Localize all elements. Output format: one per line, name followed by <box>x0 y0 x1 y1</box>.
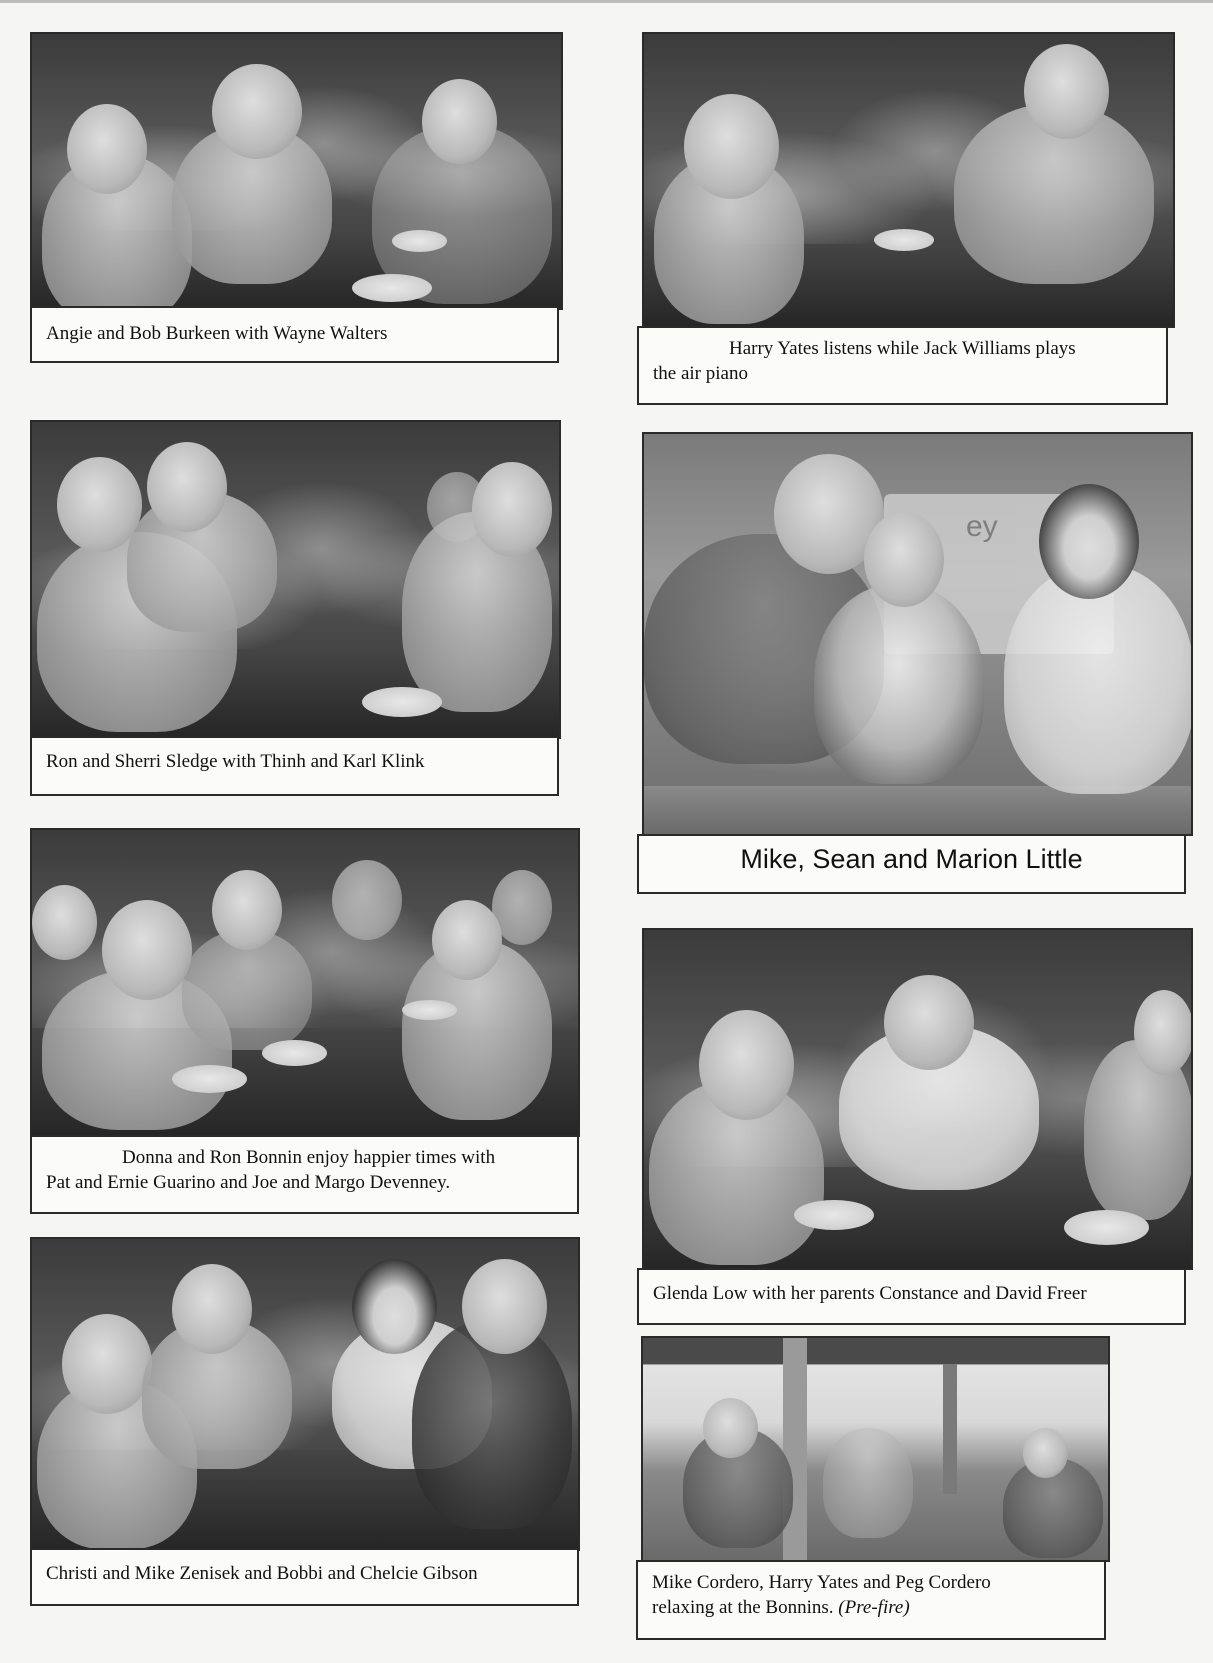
caption-text-line-2-italic: (Pre-fire) <box>838 1597 910 1618</box>
photo-figure-head <box>172 1264 252 1354</box>
page-top-edge <box>0 0 1213 3</box>
caption-photo-5 <box>30 1135 579 1214</box>
photo-figure-head <box>1134 990 1193 1075</box>
caption-text-line-1: Harry Yates listens while Jack Williams plays <box>729 338 1076 359</box>
photo-figure-head <box>884 975 974 1070</box>
photo-figure-head <box>699 1010 794 1120</box>
photo-figure-head <box>703 1398 758 1458</box>
caption-photo-3 <box>30 736 559 796</box>
photo-yates-williams <box>642 32 1175 328</box>
caption-photo-7 <box>30 1548 579 1606</box>
caption-text-line-2: relaxing at the Bonnins. <box>652 1597 839 1618</box>
caption-text: Mike, Sean and Marion Little <box>740 844 1083 874</box>
photo-figure-head <box>212 64 302 159</box>
caption-photo-4 <box>637 834 1186 894</box>
photo-figure-head <box>864 512 944 607</box>
photo-figure <box>1004 564 1193 794</box>
caption-text-line-1: Donna and Ron Bonnin enjoy happier times with <box>122 1147 496 1168</box>
photo-porch-roof <box>643 1338 1108 1364</box>
photo-figure-head <box>1039 484 1139 599</box>
photo-figure-head <box>57 457 142 552</box>
photo-plate <box>172 1065 247 1093</box>
caption-text: Glenda Low with her parents Constance and David Freer <box>653 1283 1087 1304</box>
photo-figure-head <box>332 860 402 940</box>
photo-plate <box>352 274 432 302</box>
photo-plate <box>874 229 934 251</box>
photo-bonnin-guarino-devenney <box>30 828 580 1137</box>
photo-plate <box>1064 1210 1149 1245</box>
photo-figure-head <box>67 104 147 194</box>
photo-plate <box>794 1200 874 1230</box>
photo-sledge-klink <box>30 420 561 739</box>
photo-figure-head <box>147 442 227 532</box>
caption-text: Angie and Bob Burkeen with Wayne Walters <box>46 323 388 344</box>
caption-text-line-2: the air piano <box>653 363 748 384</box>
photo-plate <box>362 687 442 717</box>
photo-figure-head <box>102 900 192 1000</box>
photo-porch-pillar <box>783 1338 807 1560</box>
photo-figure-head <box>32 885 97 960</box>
caption-text: Christi and Mike Zenisek and Bobbi and Chelcie Gibson <box>46 1563 478 1584</box>
photo-sign-text: ey <box>966 510 998 543</box>
photo-figure-head <box>62 1314 152 1414</box>
caption-photo-1 <box>30 306 559 363</box>
photo-figure-head <box>462 1259 547 1354</box>
photo-low-freer <box>642 928 1193 1270</box>
photo-burkeen-walters <box>30 32 563 310</box>
photo-figure-head <box>684 94 779 199</box>
caption-text-line-1: Mike Cordero, Harry Yates and Peg Cordero <box>652 1572 991 1593</box>
caption-photo-6 <box>637 1268 1186 1325</box>
photo-cordero-yates <box>641 1336 1110 1562</box>
photo-figure-head <box>352 1259 437 1354</box>
photo-little-family <box>642 432 1193 836</box>
photo-plate <box>262 1040 327 1066</box>
photo-plate <box>402 1000 457 1020</box>
photo-porch-pillar <box>943 1364 957 1494</box>
caption-text: Ron and Sherri Sledge with Thinh and Karl Klink <box>46 751 425 772</box>
caption-text-line-2: Pat and Ernie Guarino and Joe and Margo Devenney. <box>46 1172 451 1193</box>
photo-figure <box>814 584 984 784</box>
photo-figure-head <box>422 79 497 164</box>
photo-figure-head <box>1023 1428 1068 1478</box>
photo-figure <box>823 1428 913 1538</box>
caption-photo-2 <box>637 326 1168 405</box>
photo-figure-head <box>212 870 282 950</box>
photo-figure-head <box>472 462 552 557</box>
caption-photo-8 <box>636 1560 1106 1640</box>
photo-figure-head <box>492 870 552 945</box>
photo-plate <box>392 230 447 252</box>
photo-zenisek-gibson <box>30 1237 580 1551</box>
photo-figure-head <box>1024 44 1109 139</box>
